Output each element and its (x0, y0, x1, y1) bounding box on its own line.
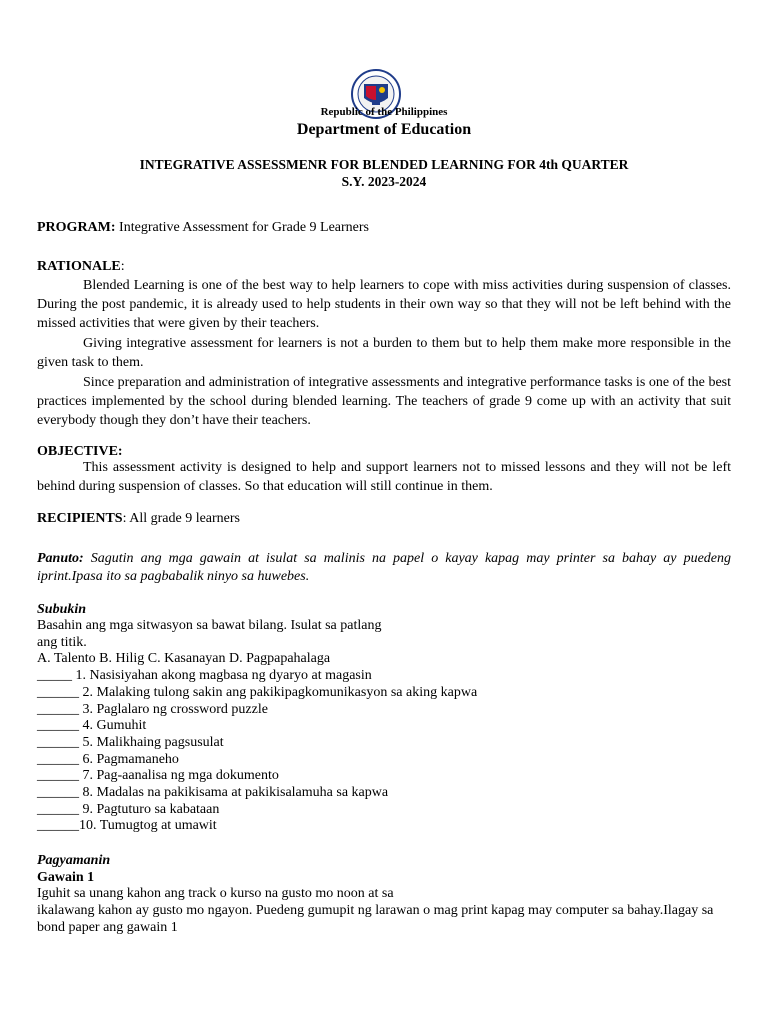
department-heading: Department of Education (296, 121, 472, 138)
subukin-instruction-line-2: ang titik. (37, 634, 87, 650)
rationale-paragraph-2: Giving integrative assessment for learners is not a burden to them but to help them make more responsible in the given task to them. (37, 336, 731, 371)
objective-heading: OBJECTIVE: (37, 444, 123, 459)
list-item: ______ 3. Paglalaro ng crossword puzzle (37, 701, 268, 717)
rationale-label: RATIONALE (37, 259, 121, 274)
recipients-label: RECIPIENTS (37, 511, 123, 526)
subukin-section (37, 618, 731, 835)
rationale-paragraph-3: Since preparation and administration of integrative assessments and integrative performance tasks is one of the best practices implemented by the school during blended learning. The teachers of grade 9 come up with an activity that suit everybody though they don’t have their teachers. (37, 375, 731, 429)
program-line (37, 218, 731, 237)
list-item: ______ 9. Pagtuturo sa kabataan (37, 801, 220, 817)
list-item: ______ 2. Malaking tulong sakin ang pakikipagkomunikasyon sa aking kapwa (37, 684, 478, 700)
gawain-instruction-line-2: ikalawang kahon ay gusto mo ngayon. Puedeng gumupit ng larawan o mag print kapag may computer sa bahay.Ilagay sa bond paper ang gawain 1 (37, 903, 714, 935)
list-item: ______ 6. Pagmamaneho (37, 751, 179, 767)
gawain-heading: Gawain 1 (37, 870, 95, 885)
objective-paragraph: This assessment activity is designed to help and support learners not to missed lessons and they will not be left behind during suspension of classes. So that education will still continue in them. (37, 460, 731, 495)
recipients-line (37, 509, 731, 528)
subukin-heading: Subukin (37, 602, 87, 617)
panuto-text: Sagutin ang mga gawain at isulat sa malinis na papel o kayay kapag may printer sa bahay ay puedeng iprint.Ipasa ito sa pagbabalik ninyo sa huwebes. (37, 551, 731, 584)
list-item: ______ 4. Gumuhit (37, 718, 147, 734)
list-item: ______ 5. Malikhaing pagsusulat (37, 734, 224, 750)
gawain-instruction-line-1: Iguhit sa unang kahon ang track o kurso na gusto mo noon at sa (37, 886, 394, 901)
rationale-colon: : (120, 259, 125, 274)
list-item: ______10. Tumugtog at umawit (37, 818, 217, 834)
program-label: PROGRAM: (37, 220, 116, 235)
subukin-choices: A. Talento B. Hilig C. Kasanayan D. Pagpapahalaga (37, 651, 331, 667)
rationale-heading (37, 257, 731, 276)
list-item: ______ 7. Pag-aanalisa ng mga dokumento (37, 768, 279, 784)
pagyamanin-heading: Pagyamanin (37, 853, 111, 868)
list-item: ______ 8. Madalas na pakikisama at pakikisalamuha sa kapwa (37, 785, 389, 801)
program-text: Integrative Assessment for Grade 9 Learners (115, 220, 370, 235)
republic-heading: Republic of the Philippines (320, 106, 448, 118)
school-year: S.Y. 2023-2024 (341, 174, 427, 189)
list-item: _____ 1. Nasisiyahan akong magbasa ng dyaryo at magasin (37, 668, 372, 684)
panuto-instructions (37, 550, 731, 586)
panuto-label: Panuto: (37, 551, 84, 566)
document-title: INTEGRATIVE ASSESSMENR FOR BLENDED LEARNING FOR 4th QUARTER (139, 157, 629, 172)
recipients-text: : All grade 9 learners (122, 511, 240, 526)
rationale-paragraph-1: Blended Learning is one of the best way to help learners to cope with miss activities during suspension of classes. During the post pandemic, it is already used to help students in their own way so that they will not be left behind with the missed activities that were given by their teachers. (37, 278, 731, 332)
subukin-instruction-line-1: Basahin ang mga sitwasyon sa bawat bilang. Isulat sa patlang (37, 618, 382, 633)
